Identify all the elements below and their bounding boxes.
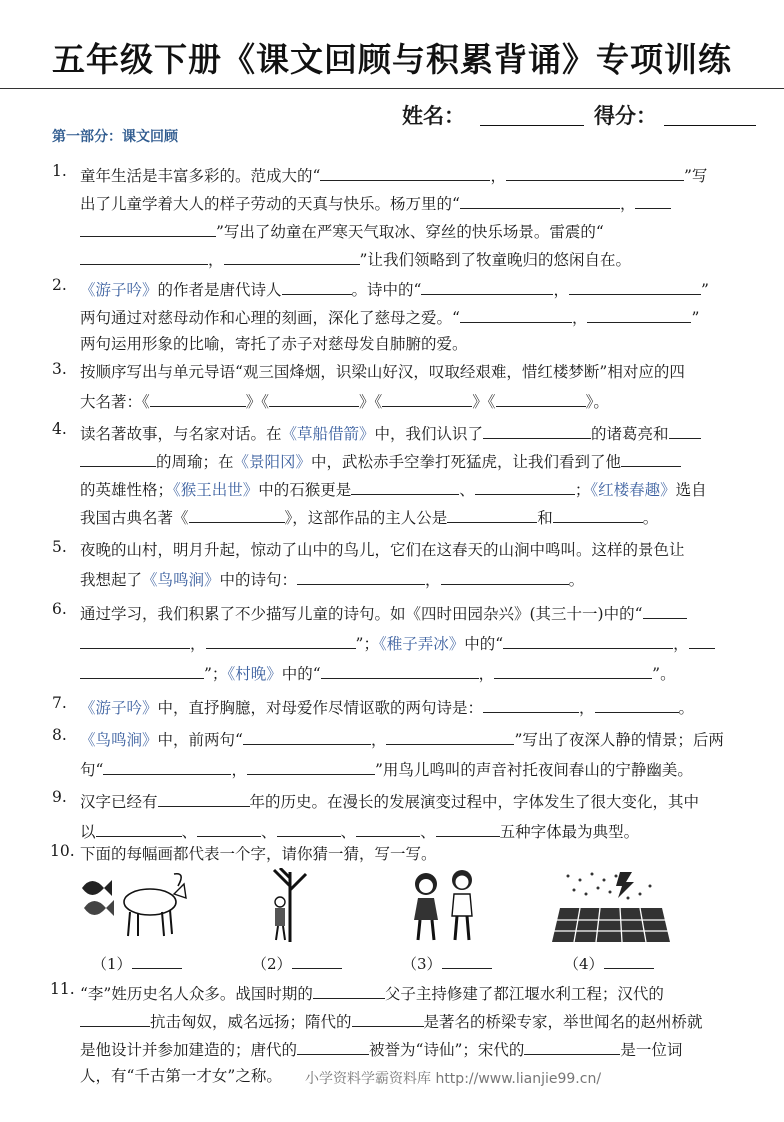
punct: ， [190, 635, 206, 653]
question-number: 11. [50, 980, 75, 998]
question-number: 6. [52, 600, 67, 618]
question-text: 中的“ [464, 635, 504, 653]
punct: ， [208, 251, 224, 269]
punct: ， [490, 167, 506, 185]
name-score-bar [402, 100, 762, 130]
answer-blank[interactable] [441, 566, 569, 585]
question-text: 句“ [80, 761, 104, 779]
answer-blank[interactable] [243, 726, 371, 745]
question-text: 夜晚的山村，明月升起，惊动了山中的鸟儿，它们在这春天的山涧中鸣叫。这样的景色让 [80, 541, 685, 559]
answer-blank[interactable] [643, 600, 687, 619]
question-text: 年的历史。在漫长的发展演变过程中，字体发生了很大变化，其中 [249, 793, 700, 811]
answer-blank[interactable] [689, 630, 715, 649]
question-text: 中，武松赤手空拳打死猛虎，让我们看到了他 [311, 453, 622, 471]
answer-blank[interactable] [80, 660, 204, 679]
answer-blank[interactable] [224, 246, 360, 265]
text-title: 《鸟鸣涧》 [142, 571, 220, 589]
answer-blank[interactable] [460, 190, 620, 209]
answer-blank[interactable] [132, 950, 182, 969]
question-text: ”写出了夜深人静的情景；后两 [514, 731, 724, 749]
question-number: 3. [52, 360, 67, 378]
punct: 》《 [472, 393, 496, 411]
answer-blank[interactable] [80, 448, 156, 467]
question-number: 4. [52, 420, 67, 438]
punct: ”； [204, 665, 228, 683]
question-text: 以 [80, 823, 96, 841]
question-text: 》，这部作品的主人公是 [284, 509, 448, 527]
answer-blank[interactable] [421, 276, 553, 295]
answer-blank[interactable] [382, 388, 472, 407]
answer-blank[interactable] [297, 1036, 369, 1055]
picture-caption [252, 950, 342, 974]
question-text: 两句通过对慈母动作和心理的刻画，深化了慈母之爱。“ [80, 309, 460, 327]
punct: ” [700, 281, 709, 299]
answer-blank[interactable] [321, 660, 479, 679]
score-field[interactable] [664, 125, 756, 126]
question-text: 中，直抒胸臆，对母爱作尽情讴歌的两句诗是： [157, 699, 484, 717]
answer-blank[interactable] [247, 756, 375, 775]
question-text: 的英雄性格； [80, 481, 174, 499]
punct: ， [478, 665, 495, 683]
answer-blank[interactable] [635, 190, 671, 209]
question-text: ”用鸟儿鸣叫的声音衬托夜间春山的宁静幽美。 [374, 761, 693, 779]
picture-caption [92, 950, 182, 974]
punct: 》。 [585, 393, 609, 411]
answer-blank[interactable] [524, 1036, 620, 1055]
punct: ”； [355, 635, 379, 653]
punct: ， [579, 699, 595, 717]
punct: ， [553, 281, 569, 299]
question-number: 2. [52, 276, 67, 294]
answer-blank[interactable] [313, 980, 385, 999]
answer-blank[interactable] [277, 818, 341, 837]
two-children-picture [402, 868, 488, 944]
question-text: 大名著：《 [80, 393, 150, 411]
question-text: 中的“ [281, 665, 321, 683]
text-title: 《游子吟》 [80, 699, 158, 717]
question-text: 的周瑜；在 [156, 453, 234, 471]
picture-caption [564, 950, 654, 974]
punct: ， [231, 761, 247, 779]
person-tree-picture [260, 868, 320, 942]
answer-blank[interactable] [269, 388, 359, 407]
punct: ， [619, 195, 636, 213]
text-title: 《村晚》 [227, 665, 282, 683]
question-text: 中的石猴更是 [258, 481, 352, 499]
question-number: 10. [50, 842, 75, 860]
punct: 》《 [245, 393, 270, 411]
caption-label: （1） [92, 955, 132, 973]
question-text: 抗击匈奴，威名远扬；隋代的 [150, 1013, 352, 1031]
question-text: 是著名的桥梁专家，举世闻名的赵州桥就 [423, 1013, 703, 1031]
answer-blank[interactable] [553, 504, 643, 523]
question-text: ”让我们领略到了牧童晚归的悠闲自在。 [359, 251, 631, 269]
question-number: 1. [52, 162, 67, 180]
question-text: 人，有“千古第一才女”之称。 [80, 1067, 282, 1085]
picture-puzzle-row [72, 868, 692, 978]
answer-blank[interactable] [356, 818, 420, 837]
question-text: 选自 [675, 481, 707, 499]
name-label: 姓名： [402, 104, 465, 128]
punct: ， [425, 571, 441, 589]
answer-blank[interactable] [595, 694, 679, 713]
answer-blank[interactable] [351, 476, 459, 495]
answer-blank[interactable] [604, 950, 654, 969]
punct: 。 [568, 571, 585, 589]
text-title: 《稚子弄冰》 [378, 635, 465, 653]
name-field[interactable] [480, 125, 584, 126]
question-text: 中，前两句“ [157, 731, 243, 749]
question-number: 8. [52, 726, 67, 744]
question-text: 父子主持修建了都江堰水利工程；汉代的 [384, 985, 664, 1003]
question-text: “李”姓历史名人众多。战国时期的 [80, 985, 313, 1003]
question-text: 通过学习，我们积累了不少描写儿童的诗句。如《四时田园杂兴》(其三十一)中的“ [80, 605, 643, 623]
punct: 。 [678, 699, 695, 717]
answer-blank[interactable] [496, 388, 586, 407]
answer-blank[interactable] [503, 630, 673, 649]
answer-blank[interactable] [80, 218, 216, 237]
text-title: 《猴王出世》 [173, 481, 259, 499]
answer-blank[interactable] [669, 420, 701, 439]
answer-blank[interactable] [206, 630, 356, 649]
answer-blank[interactable] [80, 630, 190, 649]
punct: 》《 [359, 393, 383, 411]
answer-blank[interactable] [475, 476, 575, 495]
punct: 、 [181, 823, 198, 841]
text-title: 《草船借箭》 [281, 425, 375, 443]
punct: 。 [642, 509, 659, 527]
answer-blank[interactable] [442, 950, 492, 969]
rain-field-picture [550, 868, 672, 944]
answer-blank[interactable] [436, 818, 500, 837]
picture-caption [402, 950, 492, 974]
caption-label: （3） [402, 955, 442, 973]
punct: ， [370, 731, 387, 749]
question-text: ”写 [683, 167, 708, 185]
answer-blank[interactable] [297, 566, 425, 585]
punct: ”。 [652, 665, 676, 683]
answer-blank[interactable] [447, 504, 537, 523]
question-text: 是一位词 [620, 1041, 683, 1059]
answer-blank[interactable] [189, 504, 285, 523]
answer-blank[interactable] [158, 788, 250, 807]
question-text: 按顺序写出与单元导语“观三国烽烟，识梁山好汉，叹取经艰难，惜红楼梦断”相对应的四 [80, 363, 685, 381]
question-text: 出了儿童学着大人的样子劳动的天真与快乐。杨万里的“ [80, 195, 460, 213]
answer-blank[interactable] [197, 818, 261, 837]
question-text: ”写出了幼童在严寒天气取冰、穿丝的快乐场景。雷震的“ [216, 223, 604, 241]
question-text: 两句运用形象的比喻，寄托了赤子对慈母发自肺腑的爱。 [80, 335, 468, 353]
question-text: 中的诗句： [219, 571, 298, 589]
question-text: 童年生活是丰富多彩的。范成大的“ [80, 167, 321, 185]
question-text: 读名著故事，与名家对话。在 [80, 425, 282, 443]
caption-label: （4） [564, 955, 604, 973]
answer-blank[interactable] [460, 304, 572, 323]
answer-blank[interactable] [292, 950, 342, 969]
answer-blank[interactable] [506, 162, 684, 181]
answer-blank[interactable] [494, 660, 652, 679]
punct: ” [691, 309, 700, 327]
title-divider [0, 88, 784, 89]
page-title: 五年级下册《课文回顾与积累背诵》专项训练 [52, 40, 732, 79]
question-text: 。诗中的“ [351, 281, 422, 299]
question-text: 是他设计并参加建造的；唐代的 [80, 1041, 298, 1059]
text-title: 《鸟鸣涧》 [80, 731, 158, 749]
question-text: 的诸葛亮和 [591, 425, 669, 443]
punct: ； [574, 481, 591, 499]
caption-label: （2） [252, 955, 292, 973]
question-text: 的作者是唐代诗人 [157, 281, 282, 299]
answer-blank[interactable] [483, 420, 591, 439]
question-number: 7. [52, 694, 67, 712]
answer-blank[interactable] [569, 276, 701, 295]
answer-blank[interactable] [80, 246, 208, 265]
punct: ， [571, 309, 588, 327]
answer-blank[interactable] [320, 162, 490, 181]
punct: 、 [459, 481, 475, 499]
question-text: 被誉为“诗仙”；宋代的 [369, 1041, 525, 1059]
fish-goat-picture [78, 868, 188, 940]
text-title: 《景阳冈》 [233, 453, 312, 471]
punct: 、 [261, 823, 277, 841]
text-title: 《红楼春趣》 [590, 481, 676, 499]
answer-blank[interactable] [386, 726, 514, 745]
section-heading: 第一部分：课文回顾 [52, 129, 178, 145]
question-text: 五种字体最为典型。 [499, 823, 640, 841]
answer-blank[interactable] [96, 818, 182, 837]
answer-blank[interactable] [587, 304, 691, 323]
question-text: 中，我们认识了 [374, 425, 484, 443]
question-text: 汉字已经有 [80, 793, 158, 811]
question-number: 5. [52, 538, 67, 556]
answer-blank[interactable] [483, 694, 579, 713]
question-text: 下面的每幅画都代表一个字，请你猜一猜，写一写。 [80, 845, 437, 863]
answer-blank[interactable] [150, 388, 246, 407]
question-text: 我国古典名著《 [80, 509, 189, 527]
answer-blank[interactable] [621, 448, 681, 467]
punct: 、 [420, 823, 436, 841]
text-title: 《游子吟》 [80, 281, 158, 299]
question-text: 和 [537, 509, 553, 527]
answer-blank[interactable] [103, 756, 231, 775]
answer-blank[interactable] [80, 1008, 150, 1027]
punct: 、 [340, 823, 357, 841]
answer-blank[interactable] [282, 276, 352, 295]
watermark-text: 小学资料学霸资料库 http://www.lianjie99.cn/ [305, 1071, 602, 1087]
answer-blank[interactable] [352, 1008, 424, 1027]
question-number: 9. [52, 788, 67, 806]
punct: ， [673, 635, 689, 653]
score-label: 得分： [594, 104, 657, 128]
question-text: 我想起了 [80, 571, 143, 589]
